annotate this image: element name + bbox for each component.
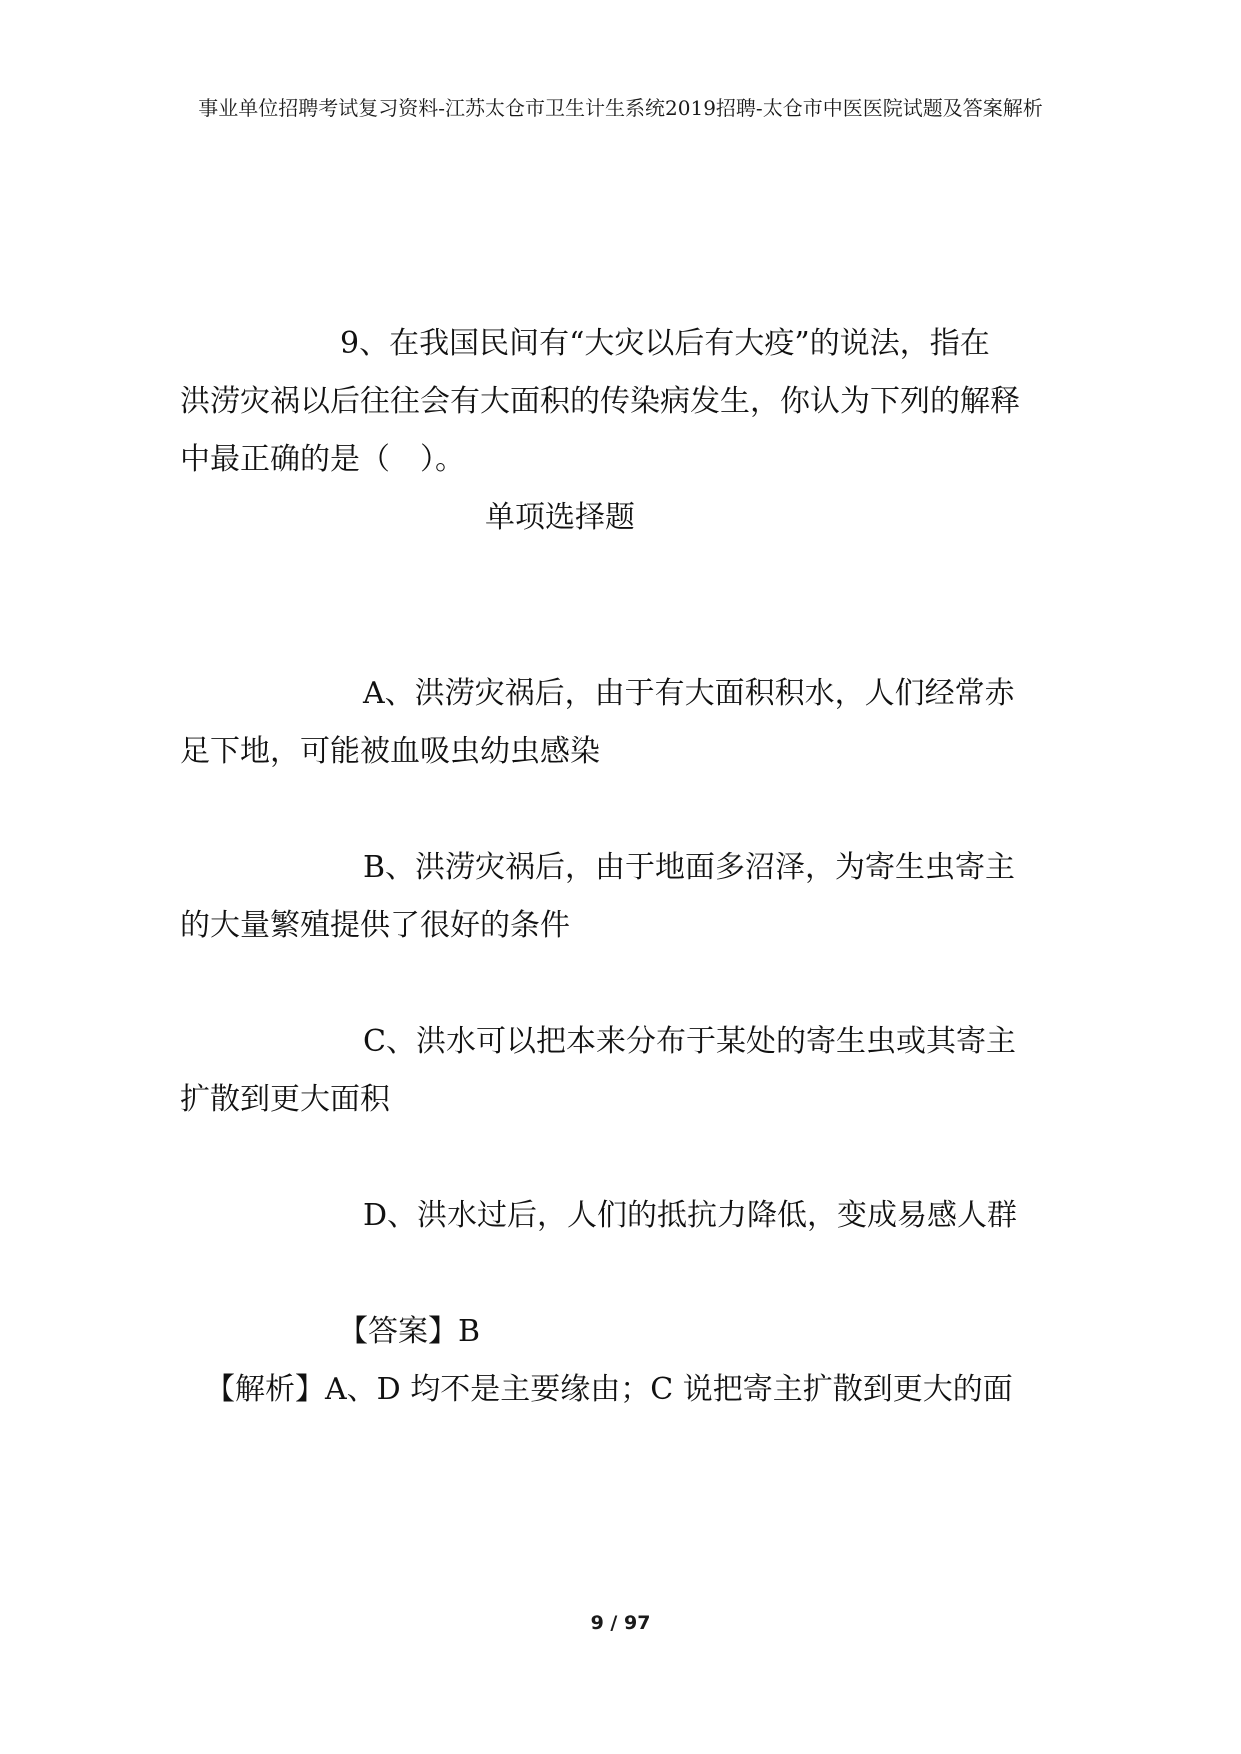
question-text-line-3: 中最正确的是（ ）。 [180,442,465,477]
question-type-label: 单项选择题 [485,500,635,535]
answer-label: 【答案】B [338,1314,481,1349]
option-b-line-1: B、洪涝灾祸后，由于地面多沼泽，为寄生虫寄主 [363,850,1016,885]
page-header-title: 事业单位招聘考试复习资料-江苏太仓市卫生计生系统2019招聘-太仓市中医医院试题及答案解析 [198,96,1043,120]
option-c-line-2: 扩散到更大面积 [180,1082,390,1117]
option-a-line-2: 足下地，可能被血吸虫幼虫感染 [180,734,600,769]
question-text-line-1: 9、在我国民间有“大灾以后有大疫”的说法，指在 [340,326,990,361]
analysis-text-line-1: 【解析】A、D 均不是主要缘由；C 说把寄主扩散到更大的面 [205,1372,1013,1407]
page-number: 9 / 97 [590,1612,651,1634]
question-text-line-2: 洪涝灾祸以后往往会有大面积的传染病发生，你认为下列的解释 [180,384,1020,419]
option-b-line-2: 的大量繁殖提供了很好的条件 [180,908,570,943]
option-a-line-1: A、洪涝灾祸后，由于有大面积积水，人们经常赤 [363,676,1015,711]
option-c-line-1: C、洪水可以把本来分布于某处的寄生虫或其寄主 [363,1024,1016,1059]
option-d-line-1: D、洪水过后，人们的抵抗力降低，变成易感人群 [363,1198,1018,1233]
